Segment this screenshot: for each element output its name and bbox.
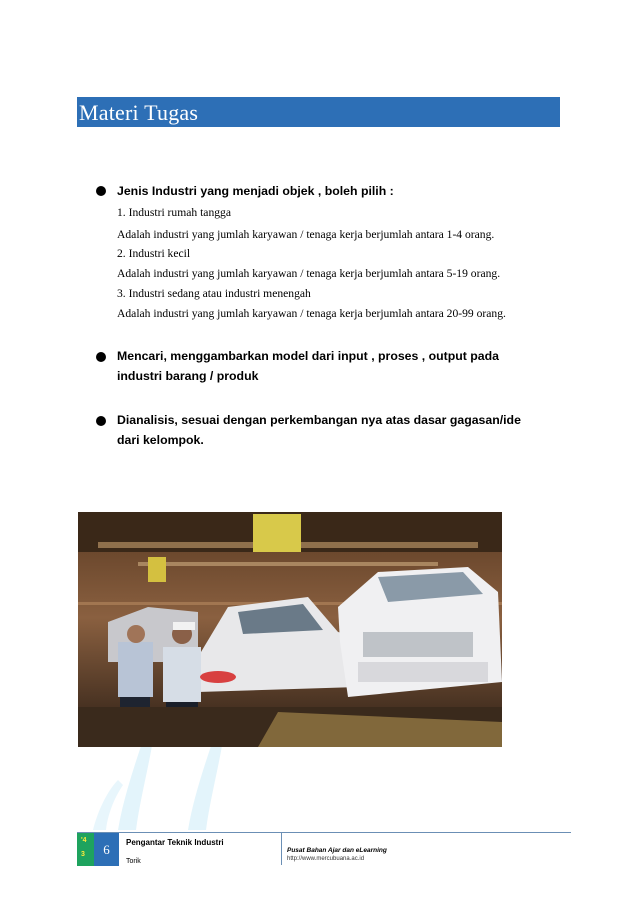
footer-page-box: [94, 833, 119, 866]
industry-desc-1: Adalah industri yang jumlah karyawan / tenaga kerja berjumlah antara 1-4 orang.: [117, 228, 495, 241]
section-title-bar: [77, 97, 560, 127]
bullet-icon: [96, 352, 106, 362]
assembly-line-photo: [78, 512, 502, 747]
bullet-icon: [96, 186, 106, 196]
footer-vertical-divider: [281, 833, 282, 865]
footer-badge-green: [77, 833, 94, 866]
bullet-item-2: Mencari, menggambarkan model dari input , proses , output pada industri barang / produk: [117, 349, 499, 383]
industry-desc-3: Adalah industri yang jumlah karyawan / tenaga kerja berjumlah antara 20-99 orang.: [117, 307, 506, 320]
bullet-item-3: Dianalisis, sesuai dengan perkembangan nya atas dasar gagasan/ide dari kelompok.: [117, 413, 521, 447]
footer-url: http://www.mercubuana.ac.id: [287, 856, 365, 862]
footer-badge-top-text: '4: [81, 837, 87, 844]
footer-divider: [77, 832, 571, 833]
footer-author: Torik: [126, 858, 141, 865]
section-title: Materi Tugas: [79, 100, 199, 125]
industry-type-2: 2. Industri kecil: [117, 247, 191, 260]
footer-badge-bottom-text: 3: [81, 851, 85, 858]
footer-center-name: Pusat Bahan Ajar dan eLearning: [287, 847, 387, 854]
page-number: 6: [103, 842, 110, 857]
bullet-item-1: Jenis Industri yang menjadi objek , boleh pilih :: [117, 184, 394, 198]
industry-type-1: 1. Industri rumah tangga: [117, 206, 231, 219]
industry-desc-2: Adalah industri yang jumlah karyawan / tenaga kerja berjumlah antara 5-19 orang.: [117, 267, 501, 280]
industry-type-3: 3. Industri sedang atau industri menengah: [117, 287, 311, 300]
bullet-icon: [96, 416, 106, 426]
watermark-logo: [78, 740, 278, 830]
footer-course-title: Pengantar Teknik Industri: [126, 838, 224, 847]
